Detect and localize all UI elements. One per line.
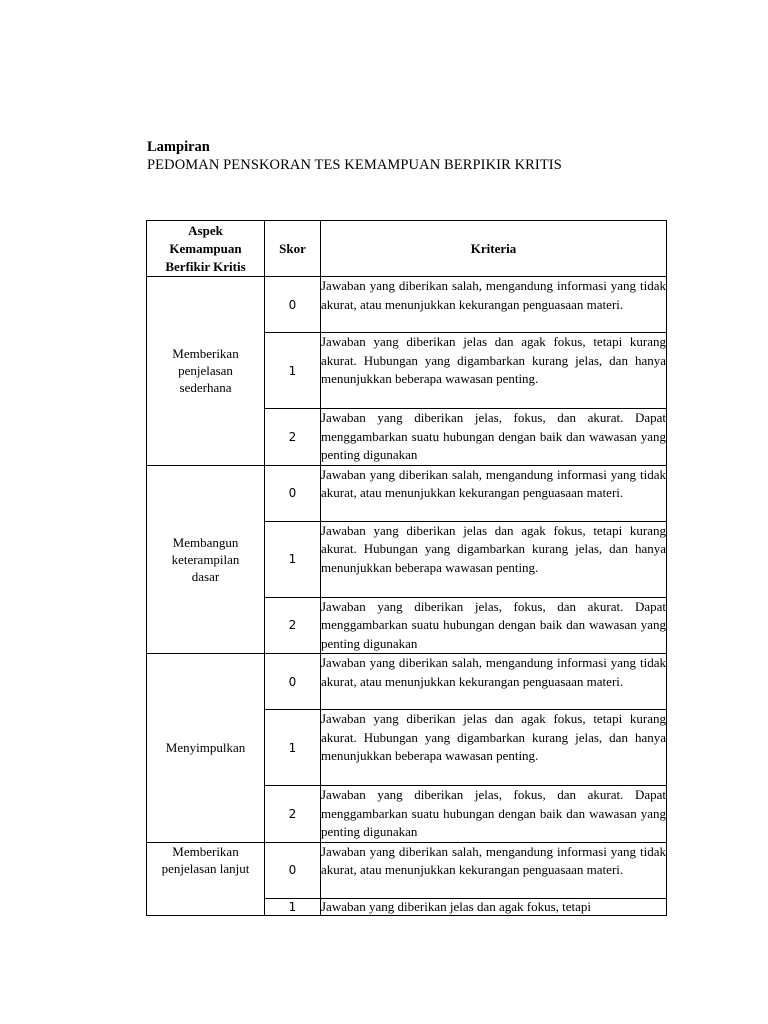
score-cell: 1 [265,521,321,597]
criteria-cell: Jawaban yang diberikan salah, mengandung informasi yang tidak akurat, atau menunjukkan kekurangan penguasaan materi. [321,654,667,710]
aspect-cell: Memberikan penjelasan sederhana [147,277,265,466]
criteria-cell: Jawaban yang diberikan jelas, fokus, dan akurat. Dapat menggambarkan suatu hubungan dengan baik dan wawasan yang penting digunakan [321,786,667,843]
criteria-cell: Jawaban yang diberikan jelas dan agak fokus, tetapi [321,898,667,915]
aspect-cell: Membangun keterampilan dasar [147,465,265,654]
aspect-cell: Menyimpulkan [147,654,265,843]
score-cell: 0 [265,654,321,710]
table-header-row [147,221,667,277]
score-cell: 2 [265,409,321,466]
table-row [147,277,667,333]
appendix-label: Lampiran [147,139,210,155]
table-row [147,842,667,898]
document-title: PEDOMAN PENSKORAN TES KEMAMPUAN BERPIKIR KRITIS [147,157,562,173]
criteria-cell: Jawaban yang diberikan jelas dan agak fokus, tetapi kurang akurat. Hubungan yang digambarkan kurang jelas, dan hanya menunjukkan beberapa wawasan penting. [321,521,667,597]
criteria-cell: Jawaban yang diberikan salah, mengandung informasi yang tidak akurat, atau menunjukkan kekurangan penguasaan materi. [321,277,667,333]
criteria-cell: Jawaban yang diberikan salah, mengandung informasi yang tidak akurat, atau menunjukkan kekurangan penguasaan materi. [321,842,667,898]
criteria-cell: Jawaban yang diberikan salah, mengandung informasi yang tidak akurat, atau menunjukkan kekurangan penguasaan materi. [321,465,667,521]
page-heading [147,138,562,174]
table-row [147,465,667,521]
score-cell: 0 [265,842,321,898]
table-row [147,654,667,710]
score-cell: 1 [265,333,321,409]
criteria-cell: Jawaban yang diberikan jelas, fokus, dan akurat. Dapat menggambarkan suatu hubungan dengan baik dan wawasan yang penting digunakan [321,597,667,654]
header-score: Skor [265,221,321,277]
criteria-cell: Jawaban yang diberikan jelas dan agak fokus, tetapi kurang akurat. Hubungan yang digambarkan kurang jelas, dan hanya menunjukkan beberapa wawasan penting. [321,333,667,409]
score-cell: 0 [265,277,321,333]
criteria-cell: Jawaban yang diberikan jelas, fokus, dan akurat. Dapat menggambarkan suatu hubungan dengan baik dan wawasan yang penting digunakan [321,409,667,466]
aspect-cell: Memberikan penjelasan lanjut [147,842,265,915]
header-aspect: Aspek Kemampuan Berfikir Kritis [147,221,265,277]
header-criteria: Kriteria [321,221,667,277]
score-cell: 2 [265,597,321,654]
criteria-cell: Jawaban yang diberikan jelas dan agak fokus, tetapi kurang akurat. Hubungan yang digambarkan kurang jelas, dan hanya menunjukkan beberapa wawasan penting. [321,710,667,786]
scoring-rubric-table [146,220,667,916]
score-cell: 1 [265,710,321,786]
score-cell: 1 [265,898,321,915]
score-cell: 0 [265,465,321,521]
score-cell: 2 [265,786,321,843]
